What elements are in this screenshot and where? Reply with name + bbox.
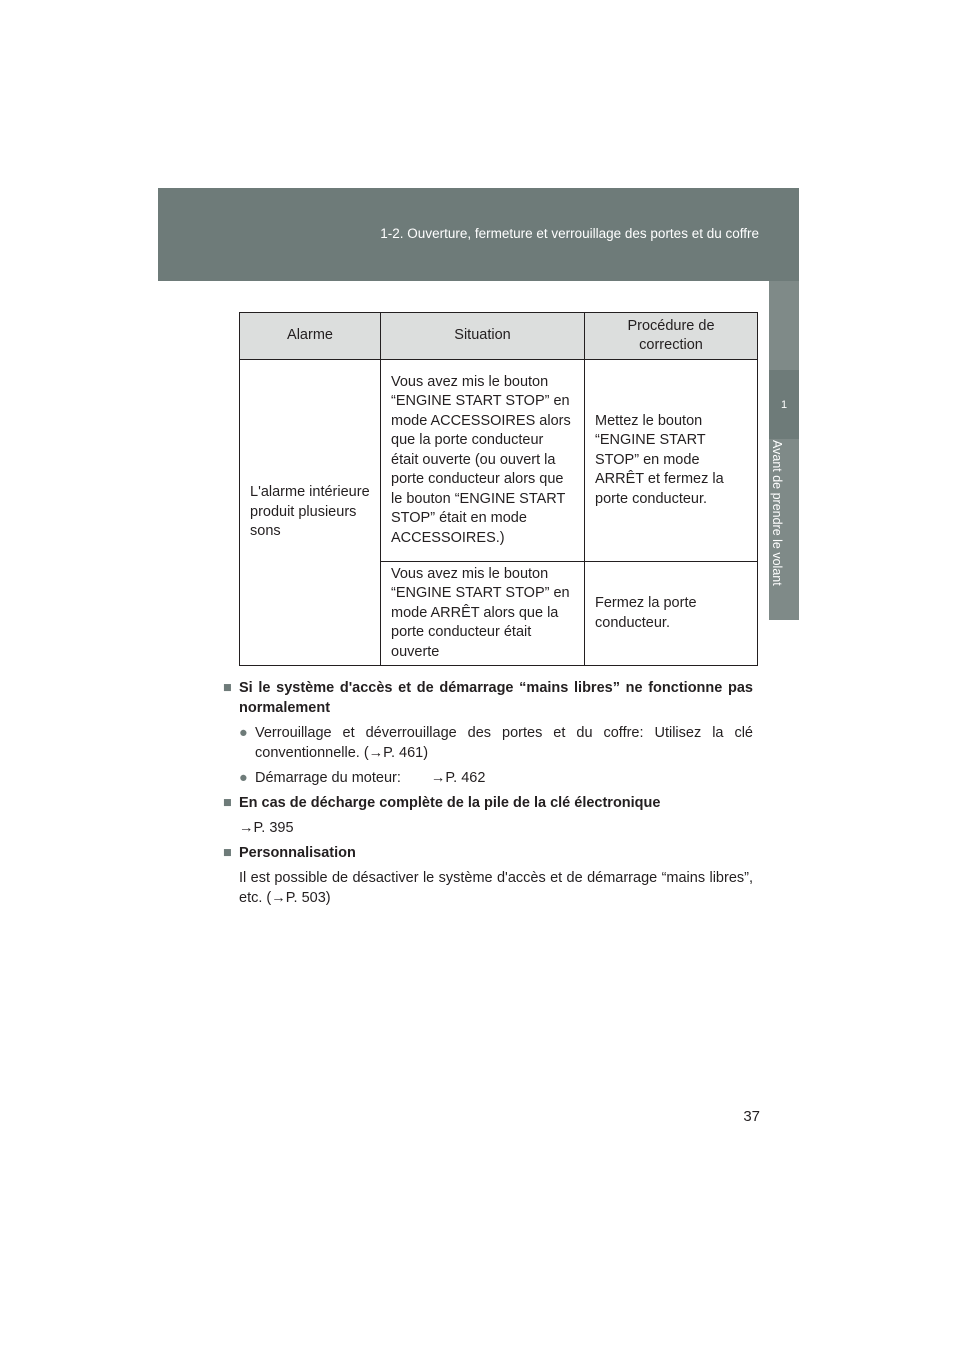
- column-header-situation: Situation: [381, 313, 585, 360]
- square-bullet-icon: ■: [223, 795, 232, 811]
- page-reference: P. 503): [285, 890, 331, 906]
- square-bullet-icon: ■: [223, 845, 232, 861]
- arrow-right-icon: →: [239, 820, 254, 836]
- table-header-row: [240, 313, 758, 360]
- square-bullet-icon: ■: [223, 680, 232, 696]
- page-reference: P. 395: [253, 820, 294, 836]
- correction-cell: Mettez le bouton “ENGINE START STOP” en mode ARRÊT et fermez la porte conducteur.: [585, 360, 758, 562]
- bullet-text: Démarrage du moteur:: [255, 770, 401, 786]
- page-number: 37: [743, 1108, 760, 1125]
- alarm-cell: L'alarme intérieure produit plusieurs sons: [240, 360, 381, 666]
- section-heading: [223, 843, 753, 863]
- arrow-right-icon: →: [430, 770, 446, 786]
- arrow-right-icon: →: [271, 890, 286, 906]
- reference-line: [223, 818, 753, 838]
- chapter-tab: [769, 370, 799, 439]
- situation-cell: Vous avez mis le bouton “ENGINE START STOP” en mode ARRÊT alors que la porte conducteur était ouverte: [381, 562, 585, 666]
- list-item: [223, 768, 753, 788]
- header-band: [158, 188, 799, 281]
- chapter-label: Avant de prendre le volant: [770, 440, 784, 586]
- alarm-table: [239, 312, 758, 666]
- page-content: [223, 678, 753, 913]
- list-item: [223, 723, 753, 763]
- section-title: 1-2. Ouverture, fermeture et verrouillage des portes et du coffre: [380, 226, 759, 241]
- column-header-correction: Procédure de correction: [585, 313, 758, 360]
- section-heading: [223, 678, 753, 718]
- paragraph-text: Il est possible de désactiver le système d'accès et de démarrage “mains libres”, etc. (: [239, 870, 753, 906]
- heading-text: En cas de décharge complète de la pile de la clé électronique: [239, 795, 661, 811]
- heading-text: Personnalisation: [239, 845, 356, 861]
- section-heading: [223, 793, 753, 813]
- page-reference: P. 462: [445, 770, 486, 786]
- table-row: [240, 360, 758, 562]
- chapter-number: 1: [780, 399, 788, 411]
- arrow-right-icon: →: [368, 745, 384, 761]
- page-reference: P. 461): [383, 745, 429, 761]
- circle-bullet-icon: ●: [239, 725, 248, 741]
- column-header-alarm: Alarme: [240, 313, 381, 360]
- heading-text: Si le système d'accès et de démarrage “mains libres” ne fonctionne pas normalement: [239, 680, 753, 716]
- paragraph: [223, 868, 753, 908]
- circle-bullet-icon: ●: [239, 770, 248, 786]
- bullet-text: Verrouillage et déverrouillage des portes et du coffre: Utilisez la clé conventionnelle. (: [255, 725, 753, 761]
- correction-cell: Fermez la porte conducteur.: [585, 562, 758, 666]
- situation-cell: Vous avez mis le bouton “ENGINE START STOP” en mode ACCESSOIRES alors que la porte conducteur était ouverte (ou ouvert la porte conducteur alors que le bouton “ENGINE START STOP” était en mode ACCESSOIRES.): [381, 360, 585, 562]
